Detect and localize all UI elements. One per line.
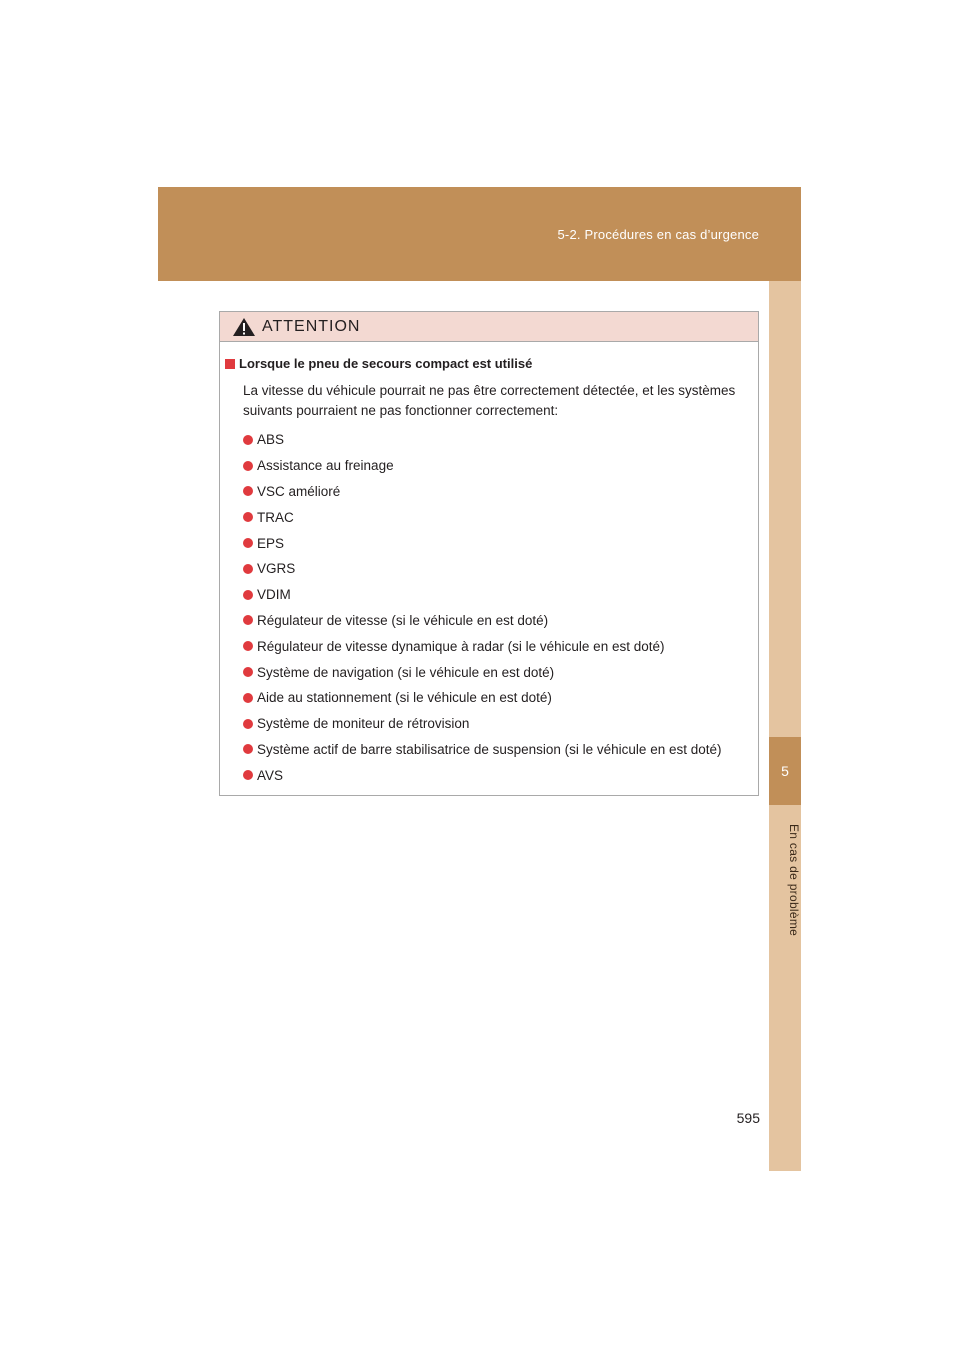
chapter-number: 5 xyxy=(781,763,789,779)
list-item xyxy=(243,685,750,711)
bullet-dot-icon xyxy=(243,538,253,548)
side-strip xyxy=(769,281,801,1171)
list-item xyxy=(243,582,750,608)
caution-box xyxy=(219,311,759,796)
bullet-dot-icon xyxy=(243,719,253,729)
bullet-dot-icon xyxy=(243,512,253,522)
list-item xyxy=(243,504,750,530)
chapter-tab[interactable] xyxy=(769,737,801,805)
list-item xyxy=(243,659,750,685)
page-number: 595 xyxy=(736,1110,760,1126)
square-bullet-icon xyxy=(225,359,235,369)
list-item xyxy=(243,530,750,556)
bullet-dot-icon xyxy=(243,667,253,677)
list-item-label: AVS xyxy=(257,767,284,783)
bullet-dot-icon xyxy=(243,590,253,600)
list-item-label: ABS xyxy=(257,432,285,448)
bullet-dot-icon xyxy=(243,615,253,625)
list-item xyxy=(243,762,750,788)
list-item-label: EPS xyxy=(257,535,285,551)
list-item xyxy=(243,711,750,737)
header-band xyxy=(158,187,801,281)
list-item-label: VGRS xyxy=(257,561,296,577)
caution-section-title xyxy=(225,356,750,371)
list-item xyxy=(243,427,750,453)
list-item-label: Système de navigation (si le véhicule en est doté) xyxy=(257,664,555,680)
intro-text: La vitesse du véhicule pourrait ne pas être correctement détectée, et les systèmes suivants pourraient ne pas fonctionner correctement: xyxy=(243,383,736,418)
bullet-dot-icon xyxy=(243,435,253,445)
section-heading: 5-2. Procédures en cas d’urgence xyxy=(557,227,759,242)
bullet-dot-icon xyxy=(243,641,253,651)
chapter-name: En cas de problème xyxy=(787,823,801,937)
list-item-label: Régulateur de vitesse (si le véhicule en est doté) xyxy=(257,612,549,628)
list-item xyxy=(243,479,750,505)
list-item xyxy=(243,453,750,479)
bullet-dot-icon xyxy=(243,486,253,496)
list-item-label: Aide au stationnement (si le véhicule en est doté) xyxy=(257,690,552,706)
list-item-label: VSC amélioré xyxy=(257,483,341,499)
list-item xyxy=(243,633,750,659)
list-item-label: VDIM xyxy=(257,587,291,603)
bullet-dot-icon xyxy=(243,770,253,780)
list-item xyxy=(243,556,750,582)
system-list xyxy=(225,427,750,788)
list-item-label: TRAC xyxy=(257,509,294,525)
bullet-dot-icon xyxy=(243,564,253,574)
caution-body xyxy=(220,342,758,788)
list-item-label: Système de moniteur de rétrovision xyxy=(257,716,470,732)
list-item xyxy=(243,608,750,634)
caution-title: ATTENTION xyxy=(262,317,361,335)
list-item xyxy=(243,737,750,763)
caution-header xyxy=(220,312,758,342)
list-item-label: Système actif de barre stabilisatrice de suspension (si le véhicule en est doté) xyxy=(257,741,722,757)
bullet-dot-icon xyxy=(243,693,253,703)
list-item-label: Assistance au freinage xyxy=(257,458,394,474)
list-item-label: Régulateur de vitesse dynamique à radar (si le véhicule en est doté) xyxy=(257,638,665,654)
warning-triangle-icon xyxy=(232,317,256,337)
bullet-dot-icon xyxy=(243,461,253,471)
bullet-dot-icon xyxy=(243,744,253,754)
section-title-text: Lorsque le pneu de secours compact est utilisé xyxy=(239,356,533,371)
